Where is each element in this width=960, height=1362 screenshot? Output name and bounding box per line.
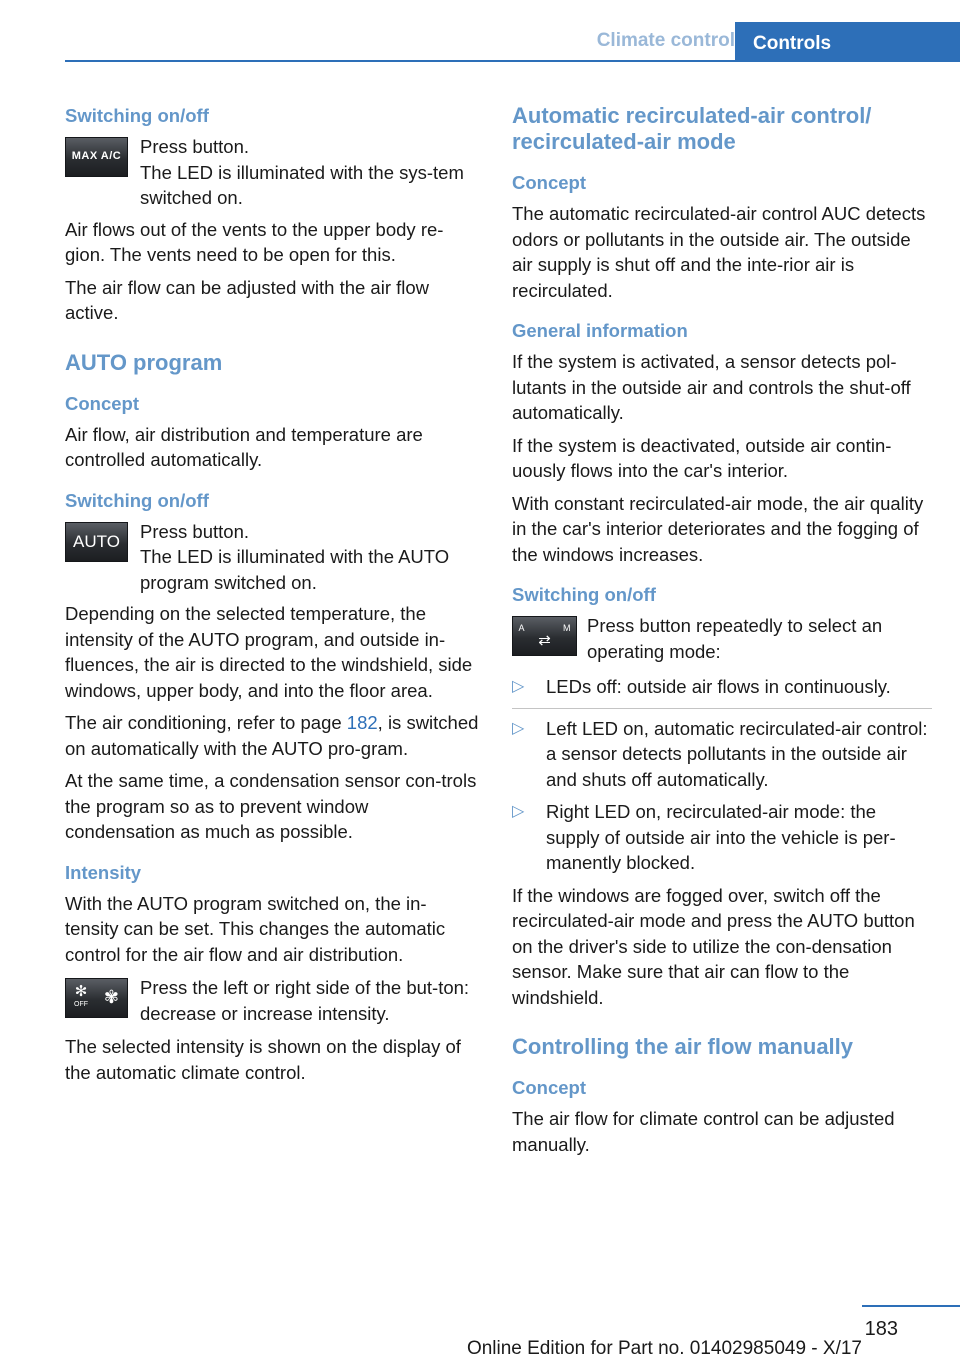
paragraph: The automatic recirculated-air control AUC detects odors or pollutants in the outside air. The outside air supply is shut off and the inte-rior air is recirculated. (512, 203, 926, 301)
header-divider (65, 60, 960, 62)
switching-heading: Switching on/off (65, 489, 209, 511)
recirculated-air-heading: Automatic recirculated-air control/ recirculated-air mode (512, 103, 872, 154)
list-item-text: LEDs off: outside air flows in continuously. (546, 676, 891, 697)
general-info-heading: General information (512, 320, 688, 341)
list-item (512, 674, 932, 709)
paragraph: Air flows out of the vents to the upper body re-gion. The vents need to be open for this. (65, 218, 444, 265)
paragraph: The air flow for climate control can be adjusted manually. (512, 1108, 895, 1155)
operating-modes-list (512, 674, 932, 876)
paragraph: If the windows are fogged over, switch off the recirculated-air mode and press the AUTO button on the driver's side to utilize the con-densation sensor. Make sure that air can flow to the windshield. (512, 884, 915, 1008)
list-item-text: Right LED on, recirculated-air mode: the supply of outside air into the vehicle is per-manently blocked. (546, 801, 896, 873)
paragraph: Depending on the selected temperature, the intensity of the AUTO program, and outside in-fluences, the air is directed to the windshield, side windows, upper body, and into the floor area. (65, 603, 473, 701)
led-label-a: A (518, 623, 525, 633)
paragraph: At the same time, a condensation sensor con-trols the program so as to prevent window condensation as much as possible. (65, 770, 477, 842)
list-item (512, 799, 932, 876)
triangle-bullet-icon: ▷ (512, 803, 525, 820)
auto-button-image (65, 522, 128, 562)
paragraph: With constant recirculated-air mode, the air quality in the car's interior deteriorates and the fogging of the windows increases. (512, 492, 924, 565)
switching-heading: Switching on/off (512, 584, 656, 605)
fan-off-icon: ✻ OFF (74, 982, 88, 1008)
text: The air conditioning, refer to page (65, 712, 347, 733)
recirculation-button-image (512, 616, 577, 656)
paragraph (65, 710, 480, 761)
concept-heading: Concept (512, 172, 586, 193)
intensity-button-text: Press the left or right side of the but-ton: decrease or increase intensity. (140, 977, 470, 1024)
triangle-bullet-icon: ▷ (512, 678, 525, 695)
header-chapter-tab: Controls (735, 22, 960, 62)
off-label: OFF (74, 1000, 88, 1008)
recirculation-button-text: Press button repeatedly to select an operating mode: (587, 615, 883, 662)
page-link[interactable]: 182 (346, 712, 378, 733)
concept-heading: Concept (65, 392, 139, 414)
max-ac-button-image (65, 137, 128, 177)
recirculation-button-row (512, 613, 932, 664)
led-label-m: M (563, 623, 571, 633)
list-item (512, 716, 932, 793)
edition-footer: Online Edition for Part no. 01402985049 - X/17 (466, 1338, 862, 1359)
paragraph: Air flow, air distribution and temperature are controlled automatically. (65, 423, 423, 470)
left-column (65, 103, 480, 1092)
intensity-button-row (65, 975, 480, 1026)
right-column (512, 103, 932, 1164)
list-item-text: Left LED on, automatic recirculated-air control: a sensor detects pollutants in the outside air and shuts off automatically. (546, 717, 928, 790)
text: , is switched on automatically with the AUTO pro-gram. (65, 712, 479, 759)
manual-airflow-heading: Controlling the air flow manually (512, 1034, 854, 1059)
footer-divider (862, 1305, 960, 1307)
led-text-content: The LED is illuminated with the sys-tem switched on. (140, 161, 464, 208)
max-ac-button-label: MAX A/C (71, 150, 122, 163)
press-button-text: Press button. (140, 136, 250, 157)
auto-program-heading: AUTO program (65, 349, 223, 375)
max-ac-button-row (65, 134, 480, 211)
paragraph: With the AUTO program switched on, the in-tensity can be set. This changes the automatic control for the air flow and air distribution. (65, 892, 446, 965)
auto-button-row (65, 519, 480, 596)
paragraph: If the system is activated, a sensor detects pol-lutants in the outside air and controls the shut-off automatically. (512, 351, 911, 423)
paragraph: If the system is deactivated, outside air contin-uously flows into the car's interior. (512, 434, 892, 481)
paragraph: The selected intensity is shown on the display of the automatic climate control. (65, 1036, 461, 1083)
header-section-title: Climate control (596, 30, 735, 51)
led-text: The LED is illuminated with the AUTO program switched on. (140, 546, 450, 593)
intensity-button-image (65, 978, 128, 1018)
fan-icon: ✾ (103, 987, 119, 1008)
concept-heading: Concept (512, 1077, 586, 1098)
switching-heading: Switching on/off (65, 105, 209, 126)
page-header (0, 0, 960, 62)
press-button-text: Press button. (140, 520, 250, 542)
page-number: 183 (864, 1318, 898, 1340)
intensity-heading: Intensity (65, 861, 142, 883)
triangle-bullet-icon: ▷ (512, 719, 525, 737)
auto-button-label: AUTO (73, 531, 120, 551)
paragraph: The air flow can be adjusted with the air flow active. (65, 276, 430, 323)
car-recirculation-icon: ⇄ (538, 632, 551, 649)
